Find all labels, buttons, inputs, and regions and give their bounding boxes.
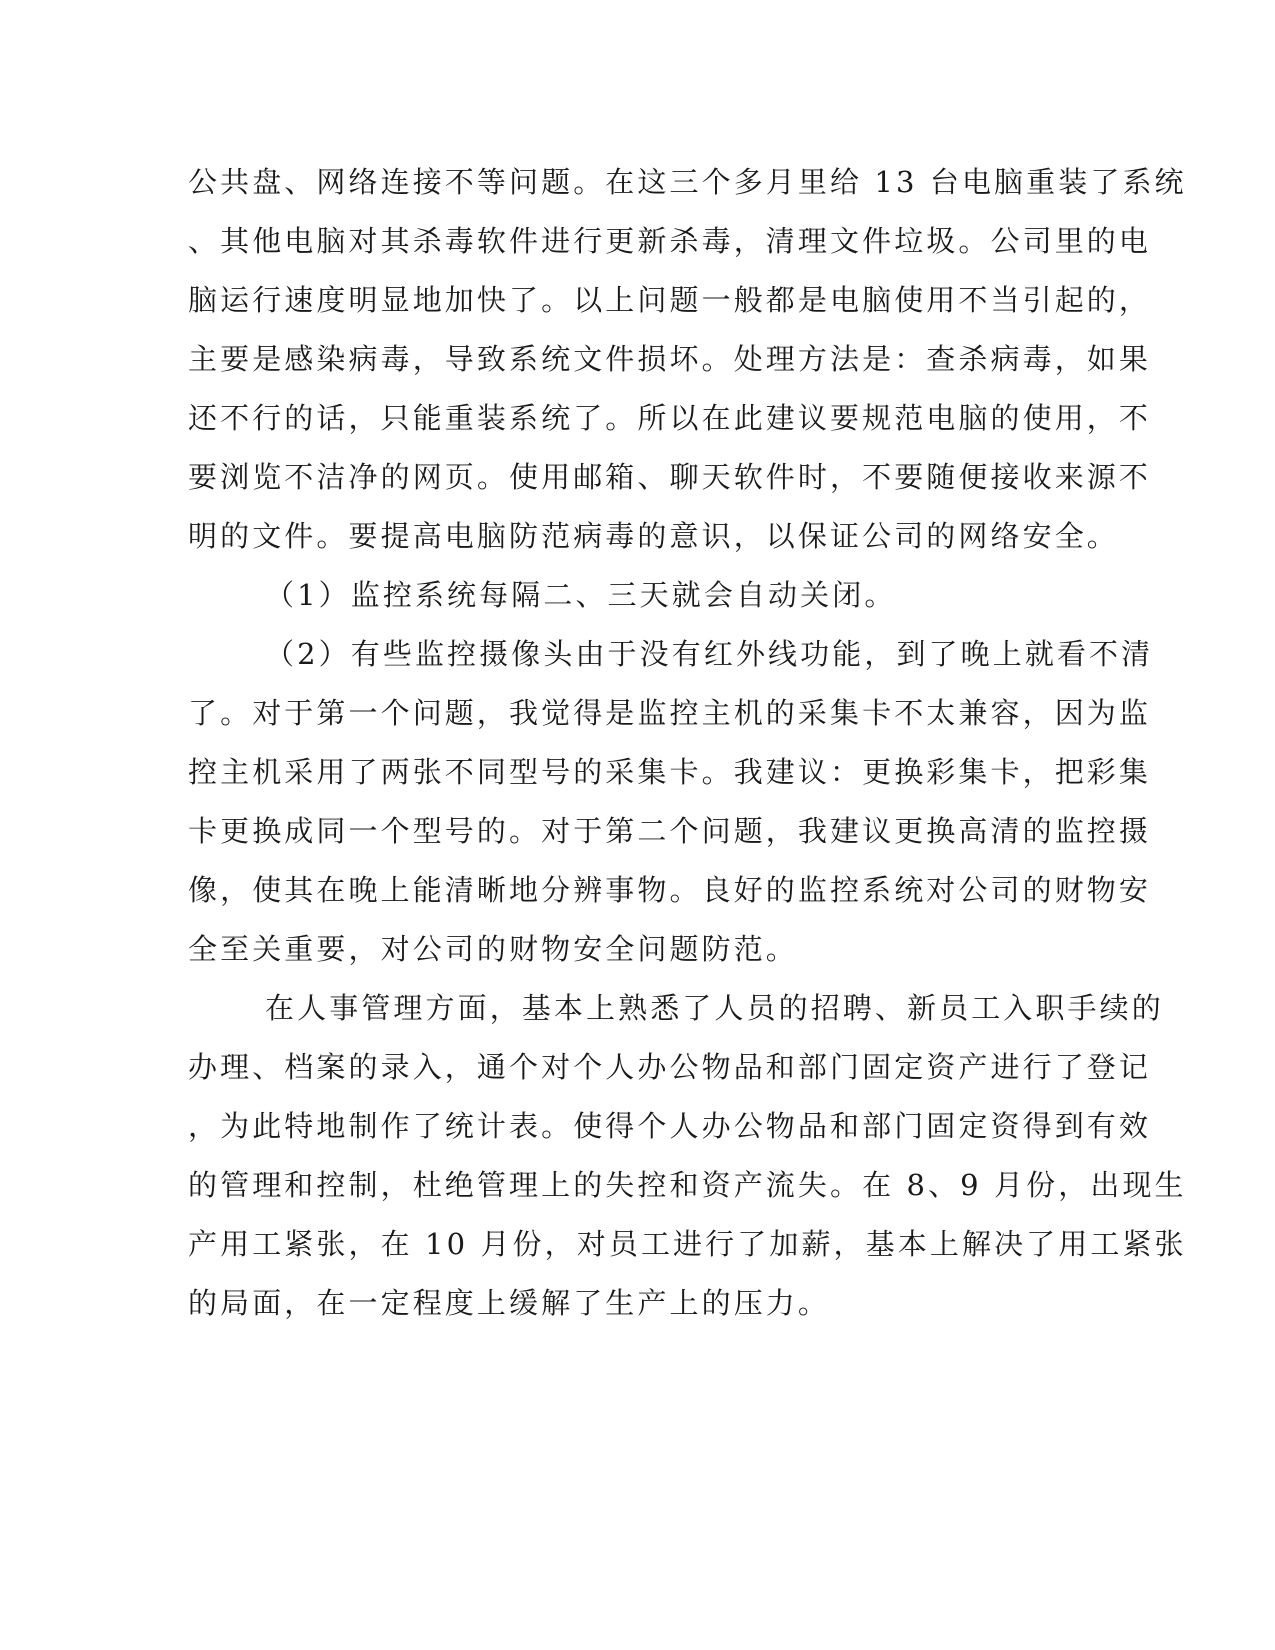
text-line: 主要是感染病毒，导致系统文件损坏。处理方法是：查杀病毒，如果 <box>188 342 1152 376</box>
list-item-2: （2）有些监控摄像头由于没有红外线功能，到了晚上就看不清 <box>265 637 1154 671</box>
paragraph-start: 在人事管理方面，基本上熟悉了人员的招聘、新员工入职手续的 <box>265 991 1164 1025</box>
text-line: 公共盘、网络连接不等问题。在这三个多月里给 13 台电脑重装了系统 <box>188 165 1187 199</box>
text-line: 的局面，在一定程度上缓解了生产上的压力。 <box>188 1286 831 1320</box>
list-item-1: （1）监控系统每隔二、三天就会自动关闭。 <box>265 578 897 612</box>
text-line: 要浏览不洁净的网页。使用邮箱、聊天软件时，不要随便接收来源不 <box>188 460 1152 494</box>
text-line: 产用工紧张，在 10 月份，对员工进行了加薪，基本上解决了用工紧张 <box>188 1227 1187 1261</box>
text-line: 还不行的话，只能重装系统了。所以在此建议要规范电脑的使用，不 <box>188 401 1152 435</box>
text-line: 脑运行速度明显地加快了。以上问题一般都是电脑使用不当引起的， <box>188 283 1152 317</box>
text-line: 全至关重要，对公司的财物安全问题防范。 <box>188 932 798 966</box>
text-line: 像，使其在晚上能清晰地分辨事物。良好的监控系统对公司的财物安 <box>188 873 1152 907</box>
text-line: 卡更换成同一个型号的。对于第二个问题，我建议更换高清的监控摄 <box>188 814 1152 848</box>
text-line: 办理、档案的录入，通个对个人办公物品和部门固定资产进行了登记 <box>188 1050 1152 1084</box>
text-line: 、其他电脑对其杀毒软件进行更新杀毒，清理文件垃圾。公司里的电 <box>188 224 1152 258</box>
text-line: 了。对于第一个问题，我觉得是监控主机的采集卡不太兼容，因为监 <box>188 696 1152 730</box>
text-line: 的管理和控制，杜绝管理上的失控和资产流失。在 8、9 月份，出现生 <box>188 1168 1187 1202</box>
text-line: 控主机采用了两张不同型号的采集卡。我建议：更换彩集卡，把彩集 <box>188 755 1152 789</box>
text-line: 明的文件。要提高电脑防范病毒的意识，以保证公司的网络安全。 <box>188 519 1119 553</box>
text-line: ，为此特地制作了统计表。使得个人办公物品和部门固定资得到有效 <box>188 1109 1152 1143</box>
